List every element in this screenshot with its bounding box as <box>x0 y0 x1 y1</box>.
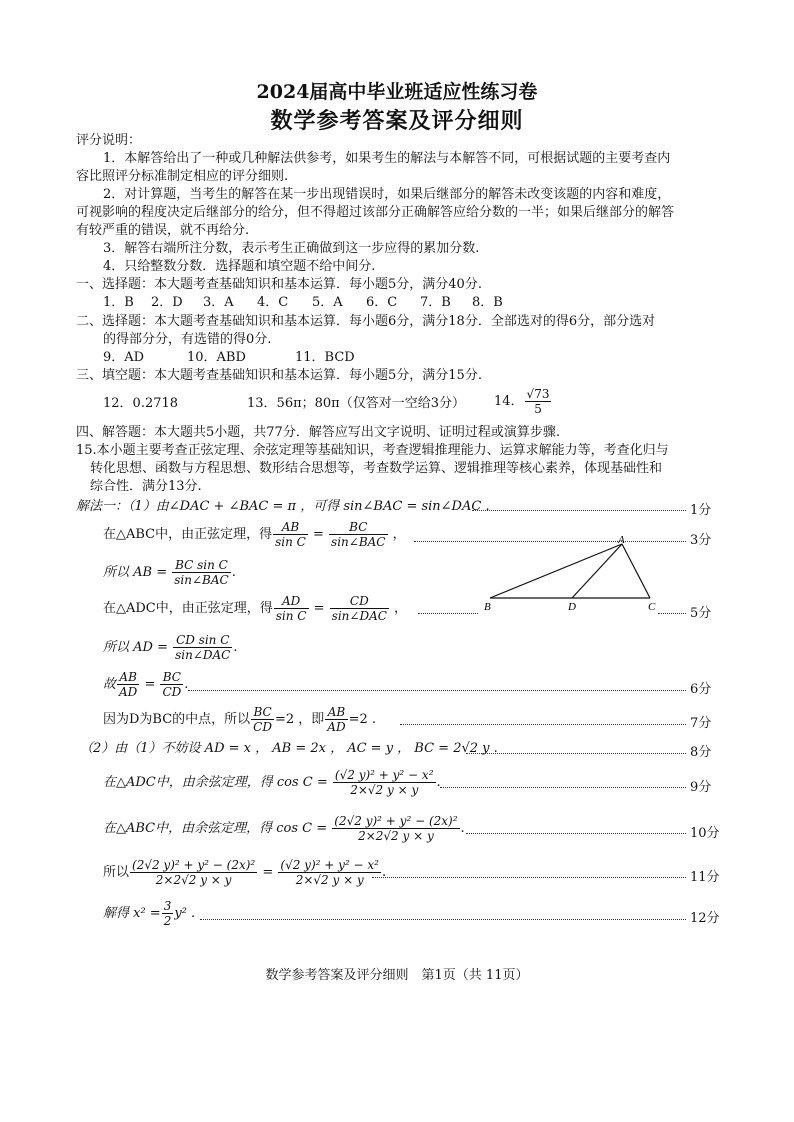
score-mark: 6分 <box>690 682 712 697</box>
answer-13: 13．56π；80π（仅答对一空给3分） <box>247 396 465 411</box>
leader-dots <box>440 787 686 788</box>
section3-heading: 三、填空题：本大题考查基础知识和基本运算．每小题5分，满分15分. <box>76 368 482 383</box>
fraction: $\frac{AB}{AD}$ <box>119 670 138 699</box>
leader-dots <box>466 833 686 834</box>
answer-item: 1．B <box>103 295 134 310</box>
q15-description: 转化思想、函数与方程思想、数形结合思想等，考查数学运算、逻辑推理等核心素养，体现基础性和 <box>90 461 663 476</box>
fraction: $\frac{\text{CD sin C}}{\text{sin∠DAC}}$ <box>175 633 231 662</box>
fraction: $\frac{AB}{\text{sin C}}$ <box>275 520 306 549</box>
solution-step: 所以 AB = $\frac{\text{BC sin C}}{\text{sin∠BAC}}$ . <box>103 558 236 587</box>
instruction-line: 2．对计算题，当考生的解答在某一步出现错误时，如果后继部分的解答未改变该题的内容和难度， <box>103 187 671 202</box>
solution-step: 在△ADC中，由正弦定理，得 $\frac{AD}{\text{sin C}}$ = $\frac{CD}{\text{sin∠DAC}}$ ， <box>103 594 408 623</box>
fraction: $\frac{BC}{\text{sin∠BAC}}$ <box>331 520 386 549</box>
answer-item: 8．B <box>472 295 503 310</box>
instructions-heading: 评分说明： <box>76 133 142 148</box>
triangle-figure <box>480 536 670 616</box>
score-mark: 8分 <box>690 745 712 760</box>
solution-step: 在△ADC中，由余弦定理，得 cos C = $\frac{\text{(√2 y)² + y² − x²}}{2\times√2 y \times y}$ . <box>103 768 441 797</box>
solution-step: 所以 AD = $\frac{\text{CD sin C}}{\text{sin∠DAC}}$ . <box>103 633 238 662</box>
score-mark: 9分 <box>690 780 712 795</box>
solution-step: 解得 x² = $\frac{3}{2}$ y² . <box>103 899 196 928</box>
page-title: 2024届高中毕业班适应性练习卷 <box>256 81 538 103</box>
vertex-label-c: C <box>648 601 656 613</box>
leader-dots <box>472 510 686 511</box>
fraction: $\frac{CD}{\text{sin∠DAC}}$ <box>331 594 387 623</box>
answer-item: 4．C <box>257 295 289 310</box>
section1-answers <box>103 295 503 311</box>
answer-12: 12．0.2718 <box>103 396 179 411</box>
instruction-line: 可视影响的程度决定后继部分的给分，但不得超过该部分正确解答应给分数的一半；如果后继部分的解答 <box>76 205 675 220</box>
page-footer: 数学参考答案及评分细则 第1页（共 11页） <box>265 968 529 983</box>
answer-item: 7．B <box>420 295 451 310</box>
fraction: $\frac{\text{(2√2 y)² + y² − (2x)²}}{2\times 2√2 y \times y}$ <box>334 814 458 843</box>
fraction: $\frac{BC}{CD}$ <box>253 705 272 734</box>
fraction: $\frac{\text{(√2 y)² + y² − x²}}{2\times√2 y \times y}$ <box>280 858 379 887</box>
q15-description: 15.本小题主要考查正弦定理、余弦定理等基础知识，考查逻辑推理能力、运算求解能力等，考查化归与 <box>76 443 669 458</box>
leader-dots <box>372 877 686 878</box>
answer-item: 3．A <box>203 295 234 310</box>
vertex-label-b: B <box>484 601 491 613</box>
score-mark: 10分 <box>690 826 720 841</box>
section2-heading-cont: 的得部分分，有选错的得0分. <box>103 332 272 347</box>
fraction: $\frac{\text{(2√2 y)² + y² − (2x)²}}{2\times 2√2 y \times y}$ <box>132 858 256 887</box>
vertex-label-a: A <box>618 536 625 546</box>
fraction: $\frac{BC}{CD}$ <box>162 670 182 699</box>
score-mark: 3分 <box>690 533 712 548</box>
instruction-line: 4．只给整数分数．选择题和填空题不给中间分. <box>103 259 376 274</box>
score-mark: 5分 <box>690 606 712 621</box>
leader-dots <box>466 753 686 754</box>
solution-step: 因为D为BC的中点，所以 $\frac{BC}{CD}$ =2 ，即 $\frac{AB}{AD}$ =2 . <box>103 705 377 734</box>
instruction-line: 3．解答右端所注分数，表示考生正确做到这一步应得的累加分数. <box>103 241 480 256</box>
solution-step: 故 $\frac{AB}{AD}$ = $\frac{BC}{CD}$ . <box>103 670 189 699</box>
fraction: $\frac{√73}{5}$ <box>526 387 550 416</box>
fraction: $\frac{3}{2}$ <box>163 899 172 928</box>
section2-heading: 二、选择题：本大题考查基础知识和基本运算．每小题6分，满分18分．全部选对的得6分，部分选对 <box>76 314 656 329</box>
leader-dots <box>418 613 478 614</box>
fraction: $\frac{AB}{AD}$ <box>327 705 346 734</box>
score-mark: 1分 <box>690 503 712 518</box>
answer-item: 10．ABD <box>187 350 246 365</box>
answer-item: 6．C <box>366 295 398 310</box>
leader-dots <box>188 690 686 691</box>
answer-item: 5．A <box>312 295 343 310</box>
score-mark: 7分 <box>690 716 712 731</box>
section2-answers <box>103 350 355 366</box>
fraction: $\frac{\text{BC sin C}}{\text{sin∠BAC}}$ <box>174 558 229 587</box>
vertex-label-d: D <box>568 601 576 613</box>
answer-item: 11．BCD <box>295 350 355 365</box>
instruction-line: 有较严重的错误，就不再给分. <box>76 223 250 238</box>
section4-heading: 四、解答题：本大题共5小题，共77分．解答应写出文字说明、证明过程或演算步骤. <box>76 425 560 440</box>
score-mark: 12分 <box>690 911 720 926</box>
solution-step: 在△ABC中，由余弦定理，得 cos C = $\frac{\text{(2√2 y)² + y² − (2x)²}}{2\times 2√2 y \times y}$ . <box>103 814 465 843</box>
fraction: $\frac{\text{(√2 y)² + y² − x²}}{2\times√2 y \times y}$ <box>334 768 434 797</box>
answer-item: 9．AD <box>103 350 145 365</box>
solution-step: （2）由（1）不妨设 AD = x ， AB = 2x ， AC = y ， BC = 2√2 y . <box>80 741 498 756</box>
score-mark: 11分 <box>690 870 720 885</box>
instruction-line: 1．本解答给出了一种或几种解法供参考，如果考生的解法与本解答不同，可根据试题的主要考查内 <box>103 151 671 166</box>
answer-item: 2．D <box>151 295 183 310</box>
leader-dots <box>200 919 686 920</box>
leader-dots <box>658 613 686 614</box>
solution-step: 在△ABC中，由正弦定理，得 $\frac{AB}{\text{sin C}}$ = $\frac{BC}{\text{sin∠BAC}}$ ， <box>103 520 406 549</box>
page-subtitle: 数学参考答案及评分细则 <box>270 108 524 134</box>
section1-heading: 一、选择题：本大题考查基础知识和基本运算．每小题5分，满分40分. <box>76 277 482 292</box>
instruction-line: 容比照评分标准制定相应的评分细则. <box>76 169 289 184</box>
solution-step: 解法一：（1）由∠DAC + ∠BAC = π ，可得 sin∠BAC = sin∠DAC . <box>76 499 490 514</box>
q15-description: 综合性．满分13分. <box>90 479 202 494</box>
answer-14: 14． $\frac{√73}{5}$ <box>494 387 550 416</box>
fraction: $\frac{AD}{\text{sin C}}$ <box>275 594 307 623</box>
solution-step: 所以 $\frac{\text{(2√2 y)² + y² − (2x)²}}{2\times 2√2 y \times y}$ = $\frac{\text{(√2 y)² + y² − x²}}{2\times√2 y \times y}$ . <box>103 858 387 887</box>
leader-dots <box>400 724 686 725</box>
